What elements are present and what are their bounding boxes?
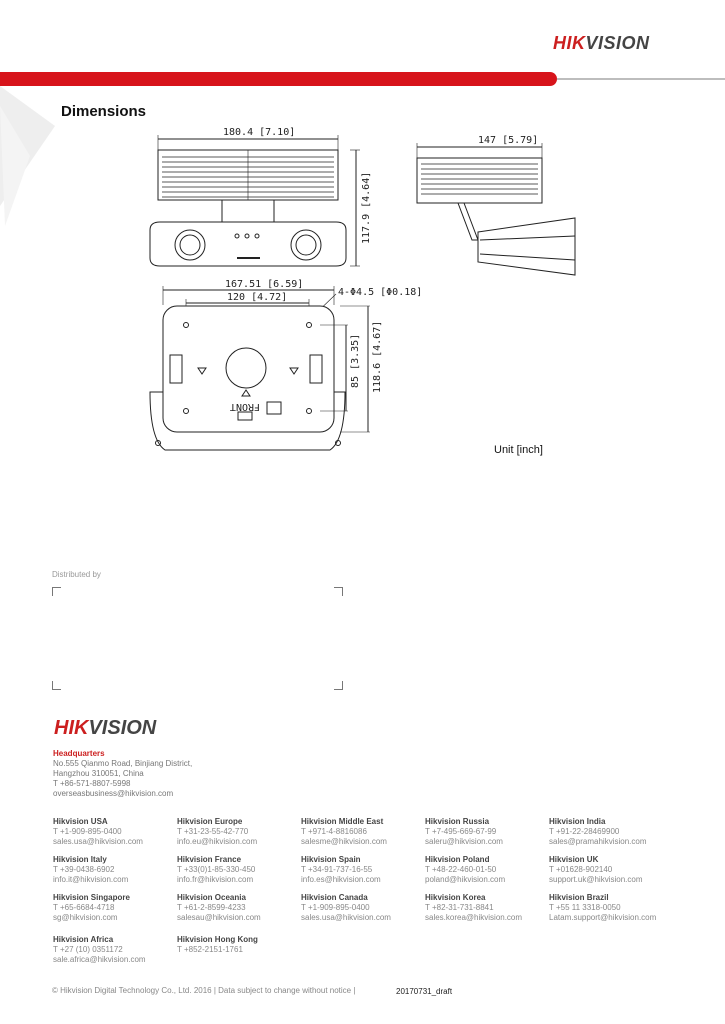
headquarters-title: Headquarters (53, 749, 105, 758)
office-spain: Hikvision Spain T +34-91-737-16-55 info.es@hikvision.com (301, 855, 381, 884)
distributor-box-corner-bl (52, 681, 61, 690)
side-view-drawing (417, 143, 575, 275)
dimension-drawings (0, 0, 725, 470)
base-width-dimension: 167.51 [6.59] (225, 279, 304, 290)
office-russia: Hikvision Russia T +7-495-669-67-99 saleru@hikvision.com (425, 817, 503, 846)
front-marker-label: FRONT (229, 401, 260, 412)
headquarters-address-line1: No.555 Qianmo Road, Binjiang District, (53, 759, 193, 768)
base-view-drawing (150, 286, 370, 450)
office-canada: Hikvision Canada T +1-909-895-0400 sales.usa@hikvision.com (301, 893, 391, 922)
distributed-by-label: Distributed by (52, 570, 101, 579)
hikvision-logo: HIKVISION (553, 33, 650, 53)
side-width-dimension: 147 [5.79] (478, 135, 539, 146)
front-height-dimension: 117.9 [4.64] (361, 171, 372, 244)
office-italy: Hikvision Italy T +39-0438-6902 info.it@hikvision.com (53, 855, 129, 884)
office-europe: Hikvision Europe T +31-23-55-42-770 info.eu@hikvision.com (177, 817, 258, 846)
office-usa: Hikvision USA T +1-909-895-0400 sales.usa@hikvision.com (53, 817, 143, 846)
draft-label: 20170731_draft (396, 987, 453, 996)
headquarters-address-line2: Hangzhou 310051, China (53, 769, 144, 778)
office-france: Hikvision France T +33(0)1-85-330-450 info.fr@hikvision.com (177, 855, 256, 884)
front-width-dimension: 180.4 [7.10] (223, 127, 296, 138)
office-singapore: Hikvision Singapore T +65-6684-4718 sg@hikvision.com (53, 893, 130, 922)
section-title: Dimensions (61, 103, 147, 120)
office-middle-east: Hikvision Middle East T +971-4-8816086 salesme@hikvision.com (301, 817, 387, 846)
hole-spacing-width-dimension: 120 [4.72] (227, 292, 288, 303)
office-poland: Hikvision Poland T +48-22-460-01-50 poland@hikvision.com (425, 855, 506, 884)
office-korea: Hikvision Korea T +82-31-731-8841 sales.korea@hikvision.com (425, 893, 523, 922)
hole-spacing-height-dimension: 85 [3.35] (350, 333, 361, 388)
distributor-box-corner-tr (334, 587, 343, 596)
office-hong-kong: Hikvision Hong Kong T +852-2151-1761 (177, 935, 258, 954)
front-view-drawing (150, 135, 360, 266)
office-oceania: Hikvision Oceania T +61-2-8599-4233 salesau@hikvision.com (177, 893, 261, 922)
copyright-footer: © Hikvision Digital Technology Co., Ltd. 2016 | Data subject to change without notice | (52, 986, 356, 995)
headquarters-email[interactable]: overseasbusiness@hikvision.com (53, 789, 174, 798)
headquarters-block (53, 749, 192, 799)
office-india: Hikvision India T +91-22-28469900 sales@pramahikvision.com (549, 817, 647, 846)
footer-hikvision-logo: HIKVISION (54, 717, 157, 739)
unit-label: Unit [inch] (494, 444, 543, 456)
distributor-box-corner-tl (52, 587, 61, 596)
base-height-dimension: 118.6 [4.67] (372, 320, 383, 393)
office-uk: Hikvision UK T +01628-902140 support.uk@hikvision.com (549, 855, 643, 884)
distributor-box-corner-br (334, 681, 343, 690)
headquarters-phone: T +86-571-8807-5998 (53, 779, 131, 788)
hole-diameter-note: 4-Φ4.5 [Φ0.18] (338, 287, 423, 298)
office-africa: Hikvision Africa T +27 (10) 0351172 sale.africa@hikvision.com (53, 935, 146, 964)
office-brazil: Hikvision Brazil T +55 11 3318-0050 Latam.support@hikvision.com (549, 893, 657, 922)
